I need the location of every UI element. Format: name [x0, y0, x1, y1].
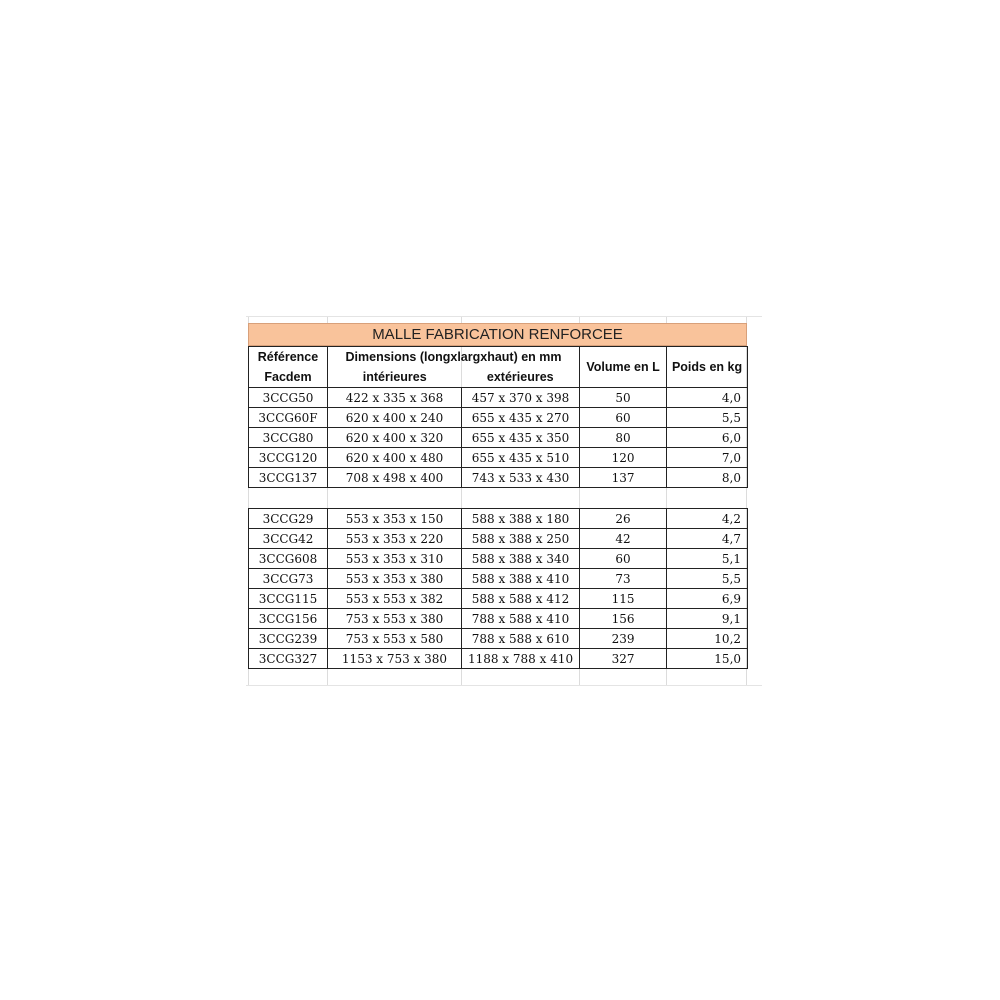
cell-poids[interactable]: 5,5 — [667, 569, 748, 589]
cell-volume[interactable]: 239 — [580, 629, 667, 649]
cell-dimensions-exterieures[interactable]: 655 x 435 x 510 — [462, 448, 580, 468]
cell-reference[interactable]: 3CCG80 — [249, 428, 328, 448]
cell-reference[interactable]: 3CCG29 — [249, 509, 328, 529]
table-row — [249, 649, 748, 669]
table-row — [249, 549, 748, 569]
cell-volume[interactable]: 26 — [580, 509, 667, 529]
cell-dimensions-exterieures[interactable]: 588 x 388 x 250 — [462, 529, 580, 549]
cell-dimensions-interieures[interactable]: 753 x 553 x 580 — [328, 629, 462, 649]
cell-dimensions-interieures[interactable]: 553 x 353 x 150 — [328, 509, 462, 529]
cell-volume[interactable]: 73 — [580, 569, 667, 589]
cell-poids[interactable]: 6,9 — [667, 589, 748, 609]
product-table — [248, 346, 748, 669]
table-row — [249, 408, 748, 428]
table-row — [249, 529, 748, 549]
table-row — [249, 388, 748, 408]
cell-volume[interactable]: 80 — [580, 428, 667, 448]
table-row — [249, 569, 748, 589]
cell-dimensions-exterieures[interactable]: 1188 x 788 x 410 — [462, 649, 580, 669]
cell-poids[interactable]: 8,0 — [667, 468, 748, 488]
header-reference[interactable]: Référence — [249, 347, 328, 368]
header-volume[interactable]: Volume en L — [580, 347, 667, 388]
cell-reference[interactable]: 3CCG137 — [249, 468, 328, 488]
cell-reference[interactable]: 3CCG120 — [249, 448, 328, 468]
cell-reference[interactable]: 3CCG50 — [249, 388, 328, 408]
table-row — [249, 448, 748, 468]
spacer-row — [249, 488, 748, 509]
cell-reference[interactable]: 3CCG115 — [249, 589, 328, 609]
cell-dimensions-exterieures[interactable]: 588 x 388 x 340 — [462, 549, 580, 569]
cell-dimensions-exterieures[interactable]: 588 x 388 x 180 — [462, 509, 580, 529]
cell-dimensions-exterieures[interactable]: 788 x 588 x 610 — [462, 629, 580, 649]
table-row — [249, 428, 748, 448]
spreadsheet-table — [248, 323, 747, 669]
cell-dimensions-exterieures[interactable]: 588 x 388 x 410 — [462, 569, 580, 589]
cell-reference[interactable]: 3CCG42 — [249, 529, 328, 549]
cell-reference[interactable]: 3CCG608 — [249, 549, 328, 569]
cell-poids[interactable]: 4,2 — [667, 509, 748, 529]
cell-dimensions-interieures[interactable]: 1153 x 753 x 380 — [328, 649, 462, 669]
header-facdem[interactable]: Facdem — [249, 367, 328, 388]
cell-volume[interactable]: 137 — [580, 468, 667, 488]
cell-reference[interactable]: 3CCG327 — [249, 649, 328, 669]
cell-volume[interactable]: 115 — [580, 589, 667, 609]
cell-volume[interactable]: 327 — [580, 649, 667, 669]
cell-reference[interactable]: 3CCG239 — [249, 629, 328, 649]
cell-dimensions-exterieures[interactable]: 655 x 435 x 350 — [462, 428, 580, 448]
header-row — [249, 347, 748, 368]
cell-volume[interactable]: 120 — [580, 448, 667, 468]
cell-dimensions-interieures[interactable]: 708 x 498 x 400 — [328, 468, 462, 488]
cell-reference[interactable]: 3CCG60F — [249, 408, 328, 428]
header-exterieures[interactable]: extérieures — [462, 367, 580, 388]
cell-volume[interactable]: 60 — [580, 549, 667, 569]
cell-volume[interactable]: 156 — [580, 609, 667, 629]
cell-dimensions-interieures[interactable]: 422 x 335 x 368 — [328, 388, 462, 408]
header-interieures[interactable]: intérieures — [328, 367, 462, 388]
cell-volume[interactable]: 42 — [580, 529, 667, 549]
cell-poids[interactable]: 5,5 — [667, 408, 748, 428]
table-row — [249, 509, 748, 529]
header-dimensions[interactable]: Dimensions (longxlargxhaut) en mm — [328, 347, 580, 368]
cell-dimensions-interieures[interactable]: 620 x 400 x 320 — [328, 428, 462, 448]
cell-dimensions-interieures[interactable]: 553 x 553 x 382 — [328, 589, 462, 609]
cell-poids[interactable]: 4,7 — [667, 529, 748, 549]
spacer-cell[interactable] — [249, 488, 748, 509]
cell-dimensions-interieures[interactable]: 753 x 553 x 380 — [328, 609, 462, 629]
cell-poids[interactable]: 7,0 — [667, 448, 748, 468]
cell-reference[interactable]: 3CCG73 — [249, 569, 328, 589]
cell-dimensions-exterieures[interactable]: 588 x 588 x 412 — [462, 589, 580, 609]
cell-poids[interactable]: 9,1 — [667, 609, 748, 629]
cell-dimensions-exterieures[interactable]: 457 x 370 x 398 — [462, 388, 580, 408]
cell-dimensions-exterieures[interactable]: 655 x 435 x 270 — [462, 408, 580, 428]
gridline — [246, 316, 762, 317]
cell-poids[interactable]: 6,0 — [667, 428, 748, 448]
table-row — [249, 589, 748, 609]
cell-volume[interactable]: 60 — [580, 408, 667, 428]
cell-dimensions-interieures[interactable]: 553 x 353 x 220 — [328, 529, 462, 549]
cell-volume[interactable]: 50 — [580, 388, 667, 408]
cell-poids[interactable]: 15,0 — [667, 649, 748, 669]
table-row — [249, 609, 748, 629]
cell-dimensions-interieures[interactable]: 553 x 353 x 310 — [328, 549, 462, 569]
cell-dimensions-exterieures[interactable]: 788 x 588 x 410 — [462, 609, 580, 629]
cell-poids[interactable]: 4,0 — [667, 388, 748, 408]
cell-dimensions-interieures[interactable]: 620 x 400 x 240 — [328, 408, 462, 428]
table-title[interactable]: MALLE FABRICATION RENFORCEE — [248, 323, 747, 346]
cell-dimensions-interieures[interactable]: 620 x 400 x 480 — [328, 448, 462, 468]
cell-poids[interactable]: 5,1 — [667, 549, 748, 569]
cell-dimensions-interieures[interactable]: 553 x 353 x 380 — [328, 569, 462, 589]
table-row — [249, 468, 748, 488]
cell-poids[interactable]: 10,2 — [667, 629, 748, 649]
cell-dimensions-exterieures[interactable]: 743 x 533 x 430 — [462, 468, 580, 488]
table-row — [249, 629, 748, 649]
header-poids[interactable]: Poids en kg — [667, 347, 748, 388]
cell-reference[interactable]: 3CCG156 — [249, 609, 328, 629]
gridline — [246, 685, 762, 686]
